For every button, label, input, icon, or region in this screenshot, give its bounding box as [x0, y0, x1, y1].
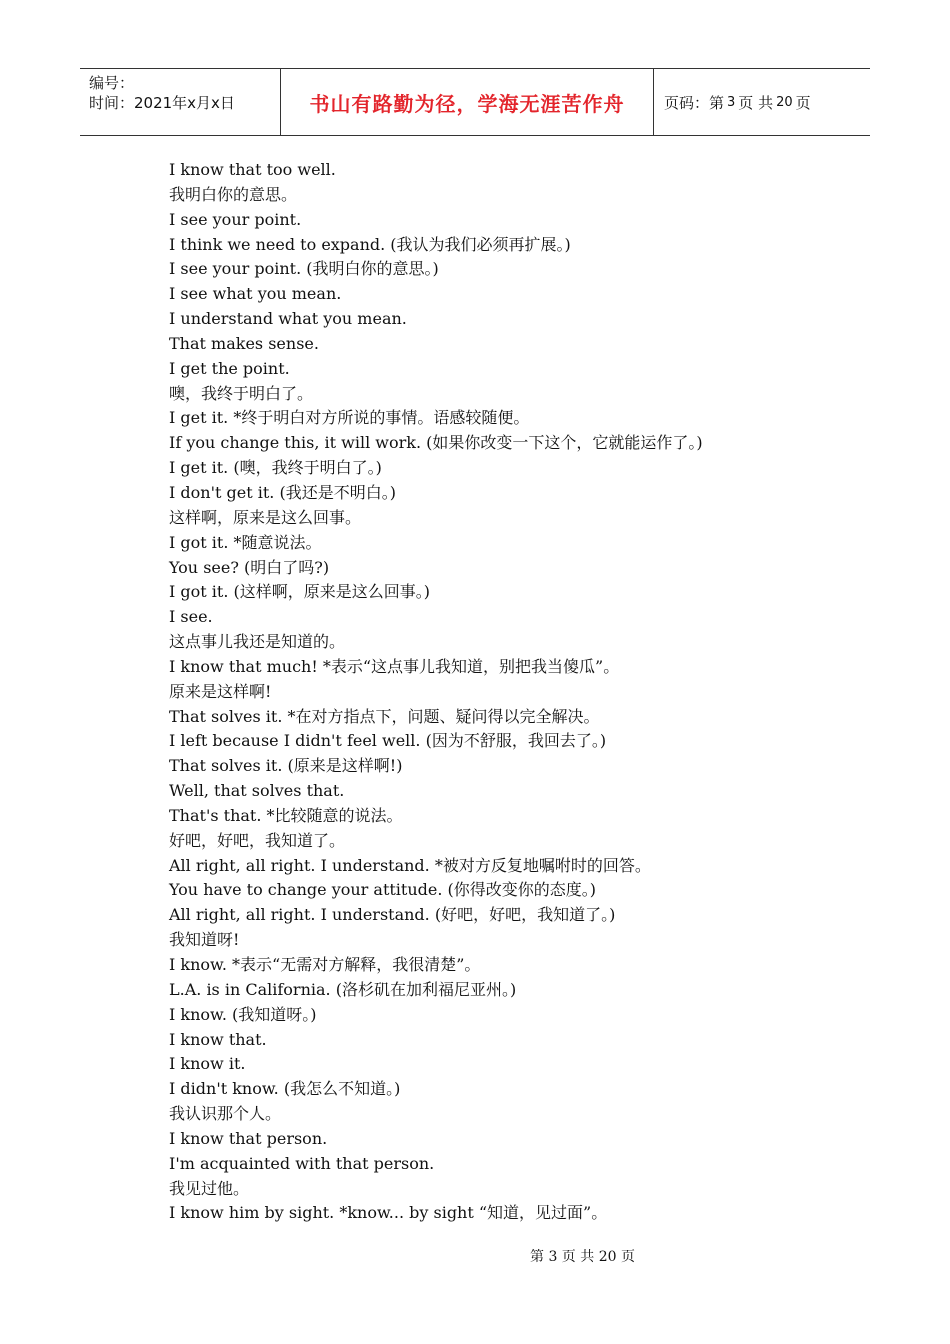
text-line: 原来是这样啊!: [169, 681, 272, 701]
text-line: I'm acquainted with that person.: [169, 1153, 435, 1173]
text-line: Well, that solves that.: [169, 781, 345, 801]
text-line: I got it. (这样啊，原来是这么回事。): [169, 582, 431, 602]
time-label: 时间：2021年x月x日: [89, 94, 235, 112]
text-line: 我明白你的意思。: [169, 184, 298, 204]
text-line: That solves it. *在对方指点下，问题、疑问得以完全解决。: [169, 706, 600, 726]
text-line: I know that much! *表示“这点事儿我知道，别把我当傻瓜”。: [169, 656, 620, 676]
text-line: 我知道呀!: [169, 930, 240, 950]
page-footer: 第 3 页 共 20 页: [530, 1249, 635, 1265]
text-line: I know. (我知道呀。): [169, 1004, 317, 1024]
text-line: I see your point. (我明白你的意思。): [169, 259, 439, 279]
text-line: I know him by sight. *know... by sight “知道，见过面”。: [169, 1203, 608, 1223]
text-line: I get it. (噢，我终于明白了。): [169, 458, 382, 478]
text-line: I got it. *随意说法。: [169, 532, 322, 552]
text-line: I see your point.: [169, 209, 302, 229]
header-motto: 书山有路勤为径，学海无涯苦作舟: [309, 91, 625, 116]
text-line: I see what you mean.: [169, 284, 342, 304]
text-line: 好吧，好吧，我知道了。: [169, 830, 346, 850]
text-line: I don't get it. (我还是不明白。): [169, 482, 396, 502]
page-header: [80, 68, 870, 136]
text-line: All right, all right. I understand. *被对方反复地嘱咐时的回答。: [169, 855, 651, 875]
page-prefix: 页码：第: [664, 93, 725, 112]
text-line: That's that. *比较随意的说法。: [169, 805, 403, 825]
text-line: If you change this, it will work. (如果你改变一下这个，它就能运作了。): [169, 433, 703, 453]
page-mid: 页 共: [738, 93, 774, 112]
text-line: I get it. *终于明白对方所说的事情。语感较随便。: [169, 408, 530, 428]
page-suffix: 页: [795, 93, 811, 112]
text-line: That solves it. (原来是这样啊!): [169, 756, 403, 776]
serial-label: 编号：: [89, 74, 135, 92]
text-line: 我认识那个人。: [169, 1104, 282, 1124]
text-line: I think we need to expand. (我认为我们必须再扩展。): [169, 234, 571, 254]
page-total: 20: [776, 94, 793, 110]
text-line: All right, all right. I understand. (好吧，好吧，我知道了。): [169, 905, 616, 925]
header-motto-cell: [281, 69, 654, 135]
text-line: I get the point.: [169, 358, 290, 378]
text-line: I know that too well.: [169, 160, 336, 179]
text-line: I know. *表示“无需对方解释，我很清楚”。: [169, 955, 481, 974]
text-line: I know it.: [169, 1054, 246, 1074]
text-line: 这点事儿我还是知道的。: [169, 632, 346, 652]
text-line: L.A. is in California. (洛杉矶在加利福尼亚州。): [169, 979, 517, 999]
text-line: 这样啊，原来是这么回事。: [169, 507, 362, 527]
text-line: I know that.: [169, 1029, 267, 1049]
text-line: 我见过他。: [169, 1178, 250, 1198]
text-line: That makes sense.: [169, 333, 319, 353]
text-line: I left because I didn't feel well. (因为不舒服，我回去了。): [169, 731, 607, 751]
text-line: I know that person.: [169, 1128, 328, 1148]
text-line: I didn't know. (我怎么不知道。): [169, 1079, 401, 1099]
text-line: I understand what you mean.: [169, 309, 407, 329]
text-line: 噢，我终于明白了。: [169, 383, 314, 403]
text-line: You have to change your attitude. (你得改变你的态度。): [169, 880, 597, 900]
document-body: [169, 158, 869, 1226]
text-line: I see.: [169, 607, 213, 627]
page-current: 3: [727, 94, 736, 110]
header-page-info: [654, 69, 870, 135]
header-meta: [80, 69, 281, 135]
text-line: You see? (明白了吗?): [169, 557, 330, 577]
